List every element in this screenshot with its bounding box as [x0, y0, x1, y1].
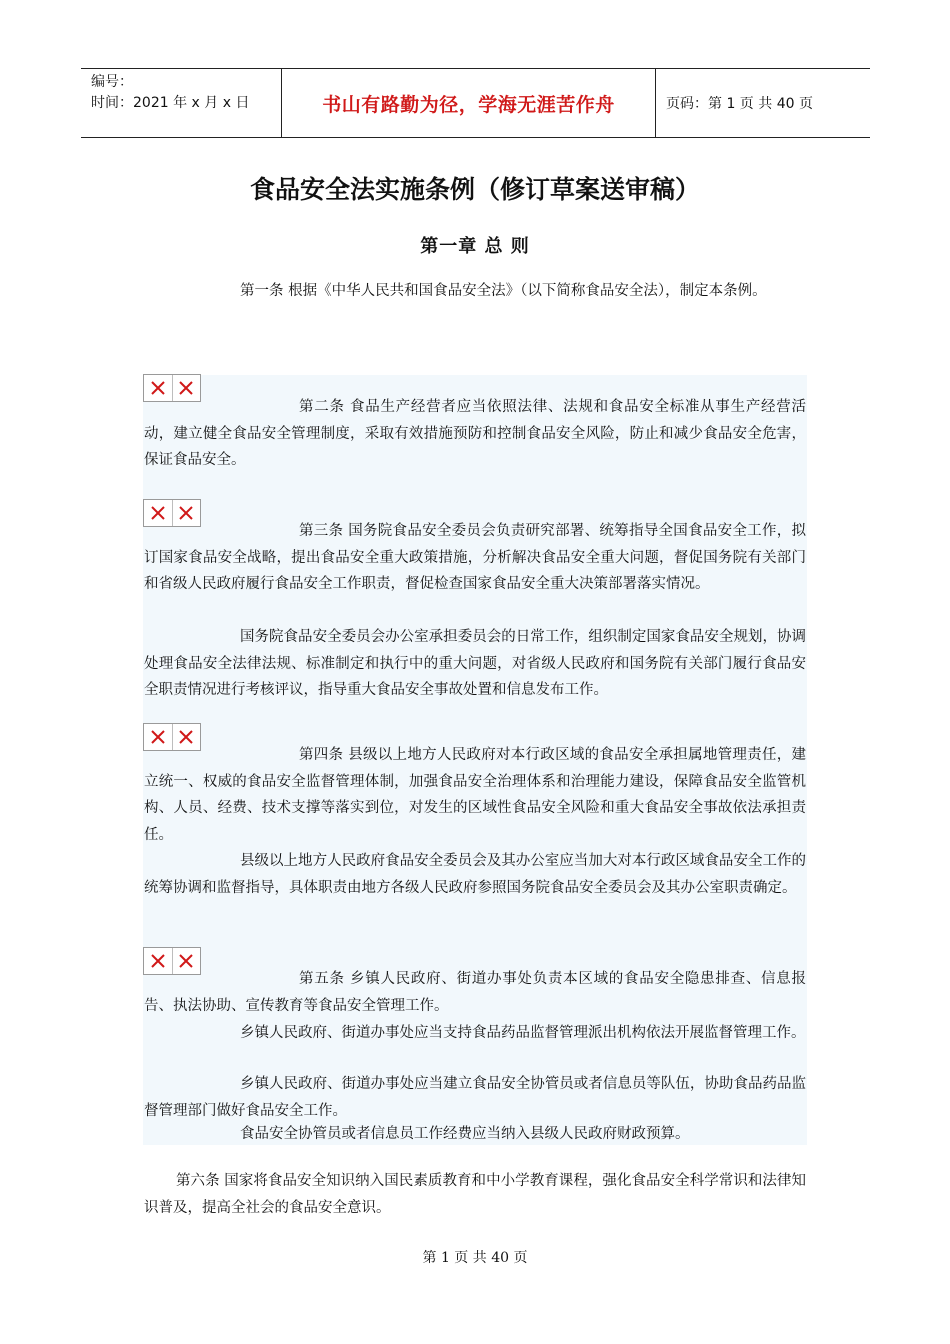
- article-4-para-2: 县级以上地方人民政府食品安全委员会及其办公室应当加大对本行政区域食品安全工作的统筹协调和监督指导，具体职责由地方各级人民政府参照国务院食品安全委员会及其办公室职责确定。: [144, 853, 806, 896]
- time-label: 时间：2021 年 x 月 x 日: [91, 95, 250, 111]
- article-2: 第二条 食品生产经营者应当依照法律、法规和食品安全标准从事生产经营活动，建立健全食品安全管理制度，采取有效措施预防和控制食品安全风险，防止和减少食品安全危害，保证食品安全。: [144, 399, 806, 468]
- article-4: 第四条 县级以上地方人民政府对本行政区域的食品安全承担属地管理责任，建立统一、权威的食品安全监督管理体制，加强食品安全治理体系和治理能力建设，保障食品安全监管机构、人员、经费、技术支撑等落实到位，对发生的区域性食品安全风险和重大食品安全事故依法承担责任。: [144, 747, 806, 843]
- article-1: 第一条 根据《中华人民共和国食品安全法》（以下简称食品安全法），制定本条例。: [240, 283, 767, 299]
- page-info: 页码：第 1 页 共 40 页: [666, 96, 813, 112]
- article-5-para-4: 食品安全协管员或者信息员工作经费应当纳入县级人民政府财政预算。: [240, 1126, 690, 1142]
- document-title: 食品安全法实施条例（修订草案送审稿）: [249, 175, 700, 204]
- article-5-para-2: 乡镇人民政府、街道办事处应当支持食品药品监督管理派出机构依法开展监督管理工作。: [240, 1025, 806, 1041]
- article-5: 第五条 乡镇人民政府、街道办事处负责本区域的食品安全隐患排查、信息报告、执法协助、宣传教育等食品安全管理工作。: [144, 971, 806, 1014]
- article-6: 第六条 国家将食品安全知识纳入国民素质教育和中小学教育课程，强化食品安全科学常识和法律知识普及，提高全社会的食品安全意识。: [144, 1173, 806, 1216]
- article-3-para-2: 国务院食品安全委员会办公室承担委员会的日常工作，组织制定国家食品安全规划，协调处理食品安全法律法规、标准制定和执行中的重大问题，对省级人民政府和国务院有关部门履行食品安全职责情况进行考核评议，指导重大食品安全事故处置和信息发布工作。: [144, 629, 806, 698]
- page-footer: 第 1 页 共 40 页: [422, 1250, 528, 1266]
- motto: 书山有路勤为径，学海无涯苦作舟: [281, 69, 656, 137]
- number-label: 编号：: [91, 74, 133, 90]
- article-3: 第三条 国务院食品安全委员会负责研究部署、统筹指导全国食品安全工作，拟订国家食品安全战略，提出食品安全重大政策措施，分析解决食品安全重大问题，督促国务院有关部门和省级人民政府履行食品安全工作职责，督促检查国家食品安全重大决策部署落实情况。: [144, 523, 806, 592]
- header-table: [81, 68, 870, 138]
- article-5-para-3: 乡镇人民政府、街道办事处应当建立食品安全协管员或者信息员等队伍，协助食品药品监督管理部门做好食品安全工作。: [144, 1076, 806, 1119]
- chapter-title: 第一章 总 则: [420, 236, 530, 257]
- header-meta: [81, 69, 281, 137]
